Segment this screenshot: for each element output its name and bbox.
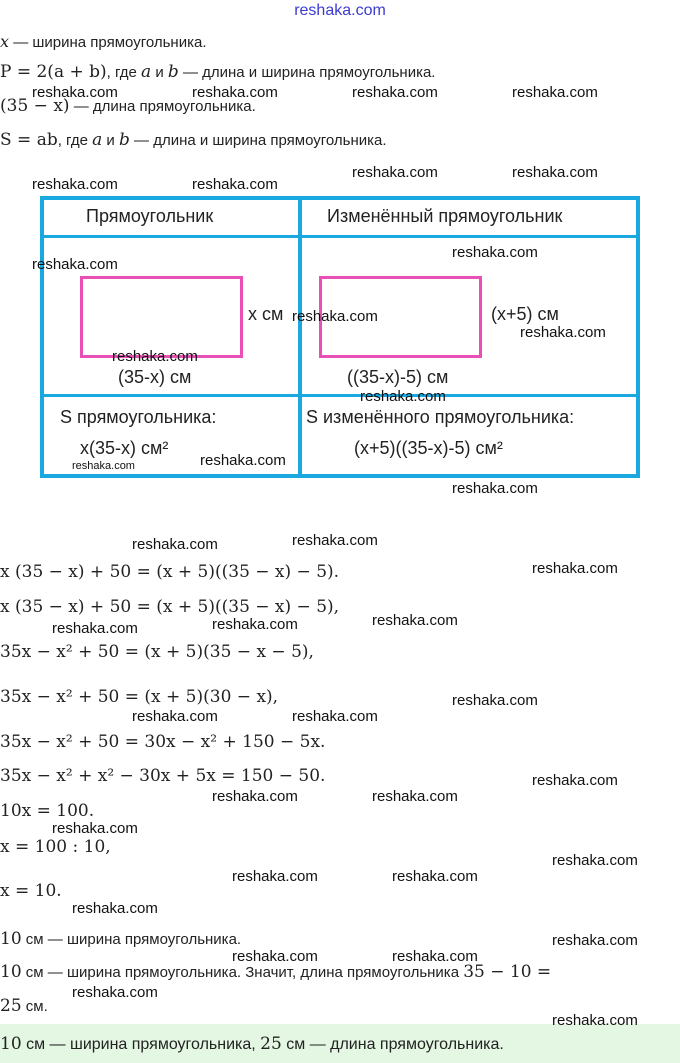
equation-7: 10x = 100.	[0, 801, 95, 821]
area-text-1: , где	[57, 132, 93, 149]
watermark: reshaka.com	[360, 388, 446, 405]
watermark: reshaka.com	[72, 984, 158, 1001]
area-changed-title: S изменённого прямоугольника:	[306, 407, 575, 427]
watermark: reshaka.com	[372, 788, 458, 805]
watermark: reshaka.com	[452, 244, 538, 261]
table-divider-area	[40, 394, 640, 397]
watermark: reshaka.com	[112, 348, 198, 365]
line-width-def: x — ширина прямоугольника.	[0, 32, 207, 51]
var-a-2: a	[92, 130, 103, 150]
header-original: Прямоугольник	[86, 206, 214, 226]
watermark: reshaka.com	[52, 820, 138, 837]
watermark: reshaka.com	[200, 452, 286, 469]
original-side-label: x см	[248, 304, 284, 324]
equation-8: x = 100 : 10,	[0, 837, 111, 857]
watermark: reshaka.com	[72, 900, 158, 917]
watermark: reshaka.com	[192, 84, 278, 101]
watermark: reshaka.com	[452, 692, 538, 709]
answer-length-value: 25	[260, 1034, 282, 1054]
equation-3: 35x − x² + 50 = (x + 5)(35 − x − 5),	[0, 642, 314, 662]
perimeter-formula: P = 2(a + b)	[0, 62, 107, 82]
equation-4: 35x − x² + 50 = (x + 5)(30 − x),	[0, 687, 279, 707]
watermark: reshaka.com	[32, 256, 118, 273]
text-length-result	[0, 996, 48, 1016]
equation-6: 35x − x² + x² − 30x + 5x = 150 − 50.	[0, 766, 326, 786]
original-bottom-label: (35-x) см	[118, 367, 192, 387]
watermark: reshaka.com	[232, 868, 318, 885]
watermark: reshaka.com	[192, 176, 278, 193]
watermark: reshaka.com	[512, 84, 598, 101]
watermark: reshaka.com	[392, 868, 478, 885]
length-calc-text: см — ширина прямоугольника. Значит, длина прямоугольника	[21, 964, 464, 981]
area-changed-formula: (x+5)((35-x)-5) см²	[354, 438, 503, 458]
text-width-result	[0, 929, 241, 949]
site-link[interactable]: reshaka.com	[294, 2, 386, 19]
table-border-right	[636, 196, 640, 478]
watermark: reshaka.com	[532, 772, 618, 789]
area-original-formula: x(35-x) см²	[80, 438, 169, 458]
text-length-calc	[0, 962, 551, 982]
equation-9: x = 10.	[0, 881, 62, 901]
watermark: reshaka.com	[552, 1012, 638, 1029]
answer-width-value: 10	[0, 1034, 22, 1054]
answer-text	[0, 1034, 504, 1054]
answer-text-2: см — длина прямоугольника.	[281, 1036, 504, 1053]
equation-2: x (35 − x) + 50 = (x + 5)((35 − x) − 5),	[0, 597, 340, 617]
watermark: reshaka.com	[392, 948, 478, 965]
table-divider-header	[40, 235, 640, 238]
area-text-2: и	[102, 132, 119, 149]
watermark: reshaka.com	[32, 84, 118, 101]
area-formula: S = ab	[0, 130, 58, 150]
equation-5: 35x − x² + 50 = 30x − x² + 150 − 5x.	[0, 732, 326, 752]
line-width-text: — ширина прямоугольника.	[9, 34, 207, 51]
watermark: reshaka.com	[512, 164, 598, 181]
width-value: 10	[0, 929, 22, 949]
table-border-left	[40, 196, 44, 478]
line-perimeter	[0, 62, 435, 82]
width-text: см — ширина прямоугольника.	[21, 931, 242, 948]
watermark: reshaka.com	[232, 948, 318, 965]
watermark: reshaka.com	[32, 176, 118, 193]
line-area	[0, 130, 387, 150]
changed-side-label: (x+5) см	[491, 304, 559, 324]
watermark: reshaka.com	[520, 324, 606, 341]
watermark: reshaka.com	[212, 616, 298, 633]
table-border-top	[40, 196, 640, 200]
watermark: reshaka.com	[292, 308, 378, 325]
watermark: reshaka.com	[452, 480, 538, 497]
watermark: reshaka.com	[372, 612, 458, 629]
watermark: reshaka.com	[352, 84, 438, 101]
perimeter-text-3: — длина и ширина прямоугольника.	[178, 64, 436, 81]
area-text-3: — длина и ширина прямоугольника.	[129, 132, 387, 149]
perimeter-text-1: , где	[106, 64, 142, 81]
table-divider-vertical	[298, 196, 302, 478]
watermark: reshaka.com	[52, 620, 138, 637]
table-border-bottom	[40, 474, 640, 478]
area-original-title: S прямоугольника:	[60, 407, 217, 427]
equation-1: x (35 − x) + 50 = (x + 5)((35 − x) − 5).	[0, 562, 340, 582]
answer-text-1: см — ширина прямоугольника,	[21, 1036, 261, 1053]
var-b-2: b	[118, 130, 130, 150]
length-unit: см.	[21, 998, 48, 1015]
watermark: reshaka.com	[292, 708, 378, 725]
watermark: reshaka.com	[72, 460, 135, 472]
width-value-2: 10	[0, 962, 22, 982]
changed-bottom-label: ((35-x)-5) см	[347, 367, 449, 387]
var-a: a	[141, 62, 152, 82]
watermark: reshaka.com	[352, 164, 438, 181]
watermark: reshaka.com	[212, 788, 298, 805]
original-rectangle	[80, 276, 243, 358]
watermark: reshaka.com	[132, 708, 218, 725]
length-calc-formula: 35 − 10 =	[463, 962, 552, 982]
var-b: b	[167, 62, 179, 82]
watermark: reshaka.com	[132, 536, 218, 553]
header-changed: Изменённый прямоугольник	[327, 206, 563, 226]
length-formula: (35 − x)	[0, 96, 70, 116]
watermark: reshaka.com	[552, 932, 638, 949]
length-text: — длина прямоугольника.	[69, 98, 256, 115]
length-value: 25	[0, 996, 22, 1016]
perimeter-text-2: и	[151, 64, 168, 81]
watermark: reshaka.com	[552, 852, 638, 869]
watermark: reshaka.com	[292, 532, 378, 549]
watermark: reshaka.com	[532, 560, 618, 577]
